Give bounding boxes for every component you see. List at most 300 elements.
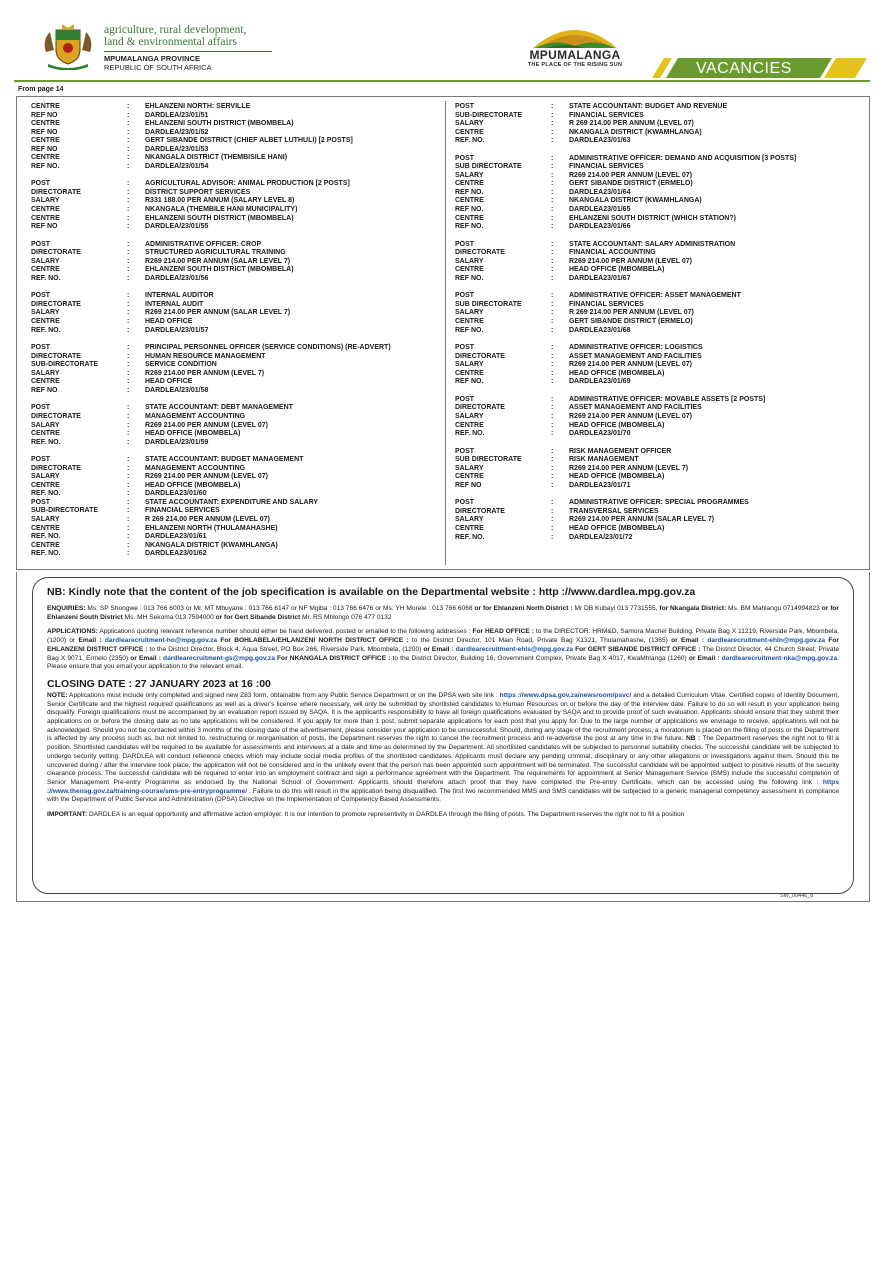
field-label: POST [455, 447, 475, 455]
vacancy-field-row [455, 258, 865, 267]
field-value: ADMINISTRATIVE OFFICER: DEMAND AND ACQUISITION [3 POSTS] [569, 154, 797, 162]
field-label: DIRECTORATE [31, 352, 81, 360]
field-value: R 269 214.00 PER ANNUM (LEVEL 07) [145, 515, 270, 523]
vacancy-field-row [31, 482, 445, 491]
vacancy-block [455, 103, 865, 146]
field-separator: : [127, 197, 130, 205]
field-value: EHLANZENI SOUTH DISTRICT (MBOMBELA) [145, 120, 294, 128]
field-label: SALARY [455, 412, 484, 420]
field-label: CENTRE [455, 266, 484, 274]
field-label: SALARY [455, 257, 484, 265]
field-label: CENTRE [455, 524, 484, 532]
field-label: CENTRE [455, 214, 484, 222]
field-label: REF. NO. [31, 326, 61, 334]
vacancy-field-row [31, 249, 445, 258]
field-label: SALARY [31, 257, 60, 265]
field-separator: : [127, 188, 130, 196]
text-segment: For EHLANZENI DISTRICT OFFICE : [47, 637, 839, 653]
field-separator: : [551, 430, 554, 438]
field-value: AGRICULTURAL ADVISOR: ANIMAL PRODUCTION [2 POSTS] [145, 180, 350, 188]
continued-from-page: From page 14 [18, 86, 64, 93]
field-separator: : [551, 214, 554, 222]
email-or-url-link[interactable]: dardlearecruitment-ho@mpg.gov.za [101, 637, 218, 645]
vacancy-field-row [455, 266, 865, 275]
field-value: DARDLEA/23/01/54 [145, 162, 209, 170]
field-separator: : [127, 490, 130, 498]
vacancy-field-row [31, 309, 445, 318]
field-value: DARDLEA23/01/69 [569, 378, 631, 386]
vacancy-field-row [455, 206, 865, 215]
field-label: DIRECTORATE [455, 404, 505, 412]
field-separator: : [551, 300, 554, 308]
field-value: FINANCIAL SERVICES [145, 507, 220, 515]
vacancy-field-row [455, 172, 865, 181]
field-separator: : [551, 128, 554, 136]
field-label: SUB-DIRECTORATE [31, 507, 99, 515]
text-segment: For BOHLABELA/EHLANZENI NORTH DISTRICT OFFICE : [217, 637, 409, 645]
field-value: STATE ACCOUNTANT: BUDGET MANAGEMENT [145, 456, 304, 464]
field-value: DARDLEA/23/01/52 [145, 128, 209, 136]
vacancy-field-row [455, 189, 865, 198]
vacancy-field-row [31, 241, 445, 250]
field-separator: : [551, 473, 554, 481]
field-label: SALARY [455, 516, 484, 524]
vacancy-field-row [31, 490, 445, 499]
vacancy-field-row [455, 155, 865, 164]
field-label: SALARY [455, 171, 484, 179]
field-label: DIRECTORATE [455, 507, 505, 515]
field-label: CENTRE [31, 318, 60, 326]
field-separator: : [127, 533, 130, 541]
enquiries-paragraph [47, 605, 839, 622]
field-value: GERT SIBANDE DISTRICT (ERMELO) [569, 318, 693, 326]
vacancy-field-row [31, 439, 445, 448]
text-segment: Applications must include only completed and signed new Z83 form, obtainable from any Public Service Department or on the DPSA web site link : [67, 691, 500, 699]
text-segment: For HEAD OFFICE : [472, 628, 534, 636]
vacancy-field-row [31, 301, 445, 310]
field-separator: : [551, 412, 554, 420]
vacancy-field-row [31, 499, 445, 508]
vacancy-field-row [455, 430, 865, 439]
field-separator: : [551, 171, 554, 179]
right-column [455, 103, 865, 551]
field-value: ADMINISTRATIVE OFFICER: ASSET MANAGEMENT [569, 292, 741, 300]
field-label: CENTRE [31, 430, 60, 438]
field-value: HEAD OFFICE (MBOMBELA) [569, 266, 665, 274]
text-segment: or Email : [130, 654, 161, 662]
field-value: ASSET MANAGEMENT AND FACILITIES [569, 404, 702, 412]
vacancy-field-row [31, 525, 445, 534]
text-segment: Mr DB Kubayi 013 7731555, [572, 605, 660, 612]
country-name: REPUBLIC OF SOUTH AFRICA [104, 63, 212, 72]
text-segment: NOTE: [47, 691, 68, 699]
field-label: POST [31, 180, 51, 188]
field-separator: : [127, 412, 130, 420]
field-separator: : [127, 369, 130, 377]
field-value: DARDLEA/23/01/58 [145, 386, 209, 394]
field-separator: : [127, 404, 130, 412]
field-separator: : [127, 292, 130, 300]
field-separator: : [551, 188, 554, 196]
vacancy-field-row [31, 378, 445, 387]
field-separator: : [127, 378, 130, 386]
field-separator: : [127, 344, 130, 352]
field-value: R 269 214.00 PER ANNUM (LEVEL 07) [569, 120, 694, 128]
field-separator: : [127, 257, 130, 265]
vacancy-block [455, 344, 865, 387]
field-value: HEAD OFFICE (MBOMBELA) [569, 524, 665, 532]
email-or-url-link[interactable]: dardlearecruitment-nka@mpg.gov.za [719, 654, 838, 662]
field-separator: : [127, 473, 130, 481]
field-value: EHLANZENI NORTH: SERVILLE [145, 103, 251, 110]
field-value: STATE ACCOUNTANT: EXPENDITURE AND SALARY [145, 498, 319, 506]
field-value: RISK MANAGEMENT [569, 456, 639, 464]
field-value: HEAD OFFICE (MBOMBELA) [145, 430, 241, 438]
field-value: DARDLEA/23/01/72 [569, 533, 633, 541]
vacancy-field-row [31, 344, 445, 353]
field-label: DIRECTORATE [31, 412, 81, 420]
text-segment: or for Ehlanzeni South District [47, 605, 840, 621]
field-value: GERT SIBANDE DISTRICT (ERMELO) [569, 180, 693, 188]
field-label: REF NO. [455, 326, 484, 334]
text-segment: Applications quoting relevant reference number should either be hand delivered, posted or emailed to the following addresses : [97, 628, 473, 636]
field-label: REF. NO. [31, 550, 61, 558]
field-separator: : [127, 464, 130, 472]
field-label: REF NO. [455, 223, 484, 231]
field-separator: : [551, 524, 554, 532]
vacancy-field-row [455, 370, 865, 379]
vacancy-field-row [455, 525, 865, 534]
field-label: POST [455, 292, 475, 300]
field-separator: : [551, 103, 554, 110]
field-label: CENTRE [31, 541, 60, 549]
field-label: REF NO [31, 223, 58, 231]
field-label: POST [31, 240, 51, 248]
vacancy-field-row [31, 146, 445, 155]
field-value: R269 214.00 PER ANNUM (SALAR LEVEL 7) [569, 516, 715, 524]
field-label: REF NO. [455, 206, 484, 214]
vacancy-field-row [455, 508, 865, 517]
field-label: DIRECTORATE [31, 300, 81, 308]
vacancy-field-row [455, 378, 865, 387]
vacancy-field-row [31, 266, 445, 275]
field-value: NKANGALA DISTRICT (THEMBISILE HANI) [145, 154, 288, 162]
field-separator: : [127, 421, 130, 429]
field-value: STATE ACCOUNTANT: BUDGET AND REVENUE [569, 103, 728, 110]
field-label: CENTRE [31, 266, 60, 274]
field-value: R 269 214.00 PER ANNUM (LEVEL 07) [569, 309, 694, 317]
vacancy-field-row [31, 103, 445, 112]
text-segment: to the District Director, 101 Main Road, Private Bag X1321, Thulamahashe, (1365) [408, 637, 672, 645]
field-value: MANAGEMENT ACCOUNTING [145, 464, 246, 472]
text-segment: to the DIRECTOR: HRM&D, Samora Machel Building, Private Bag X 11219, Riverside Park, Mbombela, (1200) or [47, 628, 839, 645]
field-label: POST [31, 404, 51, 412]
field-value: R269 214.00 PER ANNUM (LEVEL 07) [569, 171, 692, 179]
vacancy-field-row [455, 327, 865, 336]
field-value: DARDLEA23/01/60 [145, 490, 207, 498]
field-value: RISK MANAGEMENT OFFICER [569, 447, 672, 455]
field-separator: : [127, 498, 130, 506]
field-value: DARDLEA/23/01/55 [145, 223, 209, 231]
field-label: POST [455, 154, 475, 162]
text-segment: . Failure to do this will result in the application being disqualified. The first two recommended MMS and SMS candidates will be subjected to a generic managerial competency assessment in compliance with the Department of Public Service and Administration (DPSA) Directive on the Implementation of Competency Based Assessments. [47, 787, 839, 804]
vacancy-field-row [31, 507, 445, 516]
field-separator: : [127, 249, 130, 257]
field-label: SUB DIRECTORATE [455, 300, 522, 308]
field-separator: : [127, 154, 130, 162]
field-value: INTERNAL AUDIT [145, 300, 204, 308]
vacancy-block [455, 396, 865, 439]
province-name: MPUMALANGA PROVINCE [104, 54, 200, 63]
field-label: SALARY [455, 361, 484, 369]
field-label: SALARY [31, 369, 60, 377]
field-label: DIRECTORATE [31, 249, 81, 257]
vacancy-field-row [31, 430, 445, 439]
field-value: DARDLEA/23/01/53 [145, 145, 209, 153]
field-value: DARDLEA23/01/61 [145, 533, 207, 541]
department-line-1: agriculture, rural development, [104, 24, 247, 36]
text-segment: For GERT SIBANDE DISTRICT OFFICE : [573, 645, 701, 653]
field-separator: : [551, 404, 554, 412]
field-label: DIRECTORATE [455, 249, 505, 257]
email-or-url-link[interactable]: https ://www.thensg.gov.za/training-course/sms-pre-entryprogramme/ [47, 778, 839, 795]
text-segment: . Please ensure that you email your application to the relevant email. [47, 654, 839, 671]
field-value: R269 214.00 PER ANNUM (LEVEL 07) [145, 421, 268, 429]
field-label: REF NO. [455, 378, 484, 386]
field-value: DISTRICT SUPPORT SERVICES [145, 188, 251, 196]
field-separator: : [127, 137, 130, 145]
text-segment: APPLICATIONS: [47, 628, 98, 636]
vacancy-field-row [31, 473, 445, 482]
field-separator: : [127, 145, 130, 153]
column-divider [445, 101, 446, 565]
field-value: DARDLEA/23/01/57 [145, 326, 209, 334]
vacancy-field-row [31, 361, 445, 370]
email-or-url-link[interactable]: dardlearecruitment-ehls@mpg.gov.za [453, 645, 574, 653]
field-label: REF. NO. [31, 438, 61, 446]
field-separator: : [127, 120, 130, 128]
field-value: DARDLEA23/01/68 [569, 326, 631, 334]
field-label: REF. NO. [455, 137, 485, 145]
field-label: SALARY [455, 309, 484, 317]
field-value: NKANGALA DISTRICT (KWAMHLANGA) [145, 541, 278, 549]
field-value: TRANSVERSAL SERVICES [569, 507, 659, 515]
vacancy-field-row [31, 516, 445, 525]
vacancy-block [31, 103, 445, 171]
field-label: POST [455, 240, 475, 248]
vacancy-field-row [31, 327, 445, 336]
text-segment: Ms. BM Mahlangu 0714994823 [726, 605, 822, 612]
field-value: NKANGALA DISTRICT (KWAMHLANGA) [569, 128, 702, 136]
field-label: REF NO [31, 128, 58, 136]
vacancy-field-row [31, 206, 445, 215]
field-value: R269 214.00 PER ANNUM (LEVEL 07) [145, 473, 268, 481]
field-separator: : [127, 103, 130, 110]
field-separator: : [127, 352, 130, 360]
field-separator: : [127, 274, 130, 282]
text-segment: Ms. SP Shongwe : 013 766 6003 or Mr. MT Mbuyane : 013 766 6147 or NF Mgiba : 013 766 6476 or Ms. YH Morele : 013 766 6068 [85, 605, 475, 612]
field-value: INTERNAL AUDITOR [145, 292, 214, 300]
vacancy-field-row [455, 275, 865, 284]
vacancy-field-row [455, 404, 865, 413]
text-segment: For NKANGALA DISTRICT OFFICE : [274, 654, 391, 662]
field-separator: : [551, 352, 554, 360]
vacancy-field-row [455, 215, 865, 224]
field-separator: : [127, 128, 130, 136]
field-value: FINANCIAL SERVICES [569, 111, 644, 119]
vacancy-field-row [31, 292, 445, 301]
field-label: REF NO [455, 481, 482, 489]
vacancy-block [455, 292, 865, 335]
field-label: REF NO [31, 386, 58, 394]
field-label: REF. NO. [31, 274, 61, 282]
nb-website-notice: NB: Kindly note that the content of the job specification is available on the Departmental website : http ://www.dardlea.mpg.gov.za [47, 586, 696, 598]
field-value: HEAD OFFICE (MBOMBELA) [569, 421, 665, 429]
field-value: FINANCIAL SERVICES [569, 163, 644, 171]
vacancy-field-row [455, 103, 865, 112]
vacancy-field-row [31, 197, 445, 206]
field-separator: : [551, 507, 554, 515]
field-value: STATE ACCOUNTANT: DEBT MANAGEMENT [145, 404, 293, 412]
vacancy-block [455, 448, 865, 491]
field-separator: : [127, 361, 130, 369]
vacancy-field-row [31, 215, 445, 224]
field-separator: : [127, 318, 130, 326]
field-label: CENTRE [455, 128, 484, 136]
field-label: POST [31, 292, 51, 300]
field-value: ADMINISTRATIVE OFFICER: SPECIAL PROGRAMMES [569, 499, 749, 507]
vacancy-block [31, 292, 445, 335]
left-column [31, 103, 445, 568]
vacancy-field-row [31, 404, 445, 413]
applications-paragraph [47, 628, 839, 672]
vacancy-field-row [455, 499, 865, 508]
field-value: SERVICE CONDITION [145, 361, 217, 369]
field-separator: : [551, 257, 554, 265]
vacancy-field-row [455, 223, 865, 232]
field-value: HEAD OFFICE (MBOMBELA) [569, 369, 665, 377]
field-separator: : [551, 223, 554, 231]
vacancy-field-row [31, 112, 445, 121]
field-separator: : [127, 309, 130, 317]
vacancy-field-row [31, 387, 445, 396]
field-separator: : [551, 292, 554, 300]
important-paragraph [47, 811, 839, 820]
field-label: CENTRE [455, 197, 484, 205]
text-segment: or for Gert Sibande District [215, 613, 301, 621]
field-label: SALARY [455, 120, 484, 128]
vacancy-field-row [455, 534, 865, 543]
vacancy-field-row [31, 223, 445, 232]
field-value: DARDLEA/23/01/56 [145, 274, 209, 282]
field-label: SUB-DIRECTORATE [455, 111, 523, 119]
field-label: REF. NO. [31, 490, 61, 498]
section-title: VACANCIES [696, 60, 792, 77]
field-separator: : [127, 550, 130, 558]
field-value: ADMINISTRATIVE OFFICER: MOVABLE ASSETS [2 POSTS] [569, 395, 766, 403]
vacancy-field-row [455, 482, 865, 491]
field-label: POST [455, 395, 475, 403]
field-value: FINANCIAL ACCOUNTING [569, 249, 656, 257]
field-value: HUMAN RESOURCE MANAGEMENT [145, 352, 266, 360]
page-header [0, 0, 886, 84]
field-label: CENTRE [31, 481, 60, 489]
department-line-2: land & environmental affairs [104, 36, 237, 48]
field-separator: : [551, 395, 554, 403]
field-value: DARDLEA23/01/63 [569, 137, 631, 145]
vacancy-listing [16, 96, 870, 570]
vacancy-field-row [31, 550, 445, 559]
field-value: R269 214.00 PER ANNUM (LEVEL 7) [145, 369, 265, 377]
vacancy-block [31, 344, 445, 395]
field-label: POST [31, 344, 51, 352]
vacancy-field-row [31, 129, 445, 138]
application-notice [32, 577, 854, 894]
vacancy-field-row [31, 258, 445, 267]
field-separator: : [551, 318, 554, 326]
vacancy-field-row [455, 318, 865, 327]
email-or-url-link[interactable]: https ://www.dpsa.gov.za/newsroom/psvc/ [499, 691, 632, 699]
field-label: REF NO. [455, 274, 484, 282]
vacancy-field-row [455, 292, 865, 301]
field-value: R269 214.00 PER ANNUM (SALAR LEVEL 7) [145, 309, 291, 317]
vacancy-field-row [31, 465, 445, 474]
field-label: SUB-DIRECTORATE [31, 361, 99, 369]
field-value: HEAD OFFICE (MBOMBELA) [569, 473, 665, 481]
department-rule [104, 51, 272, 52]
field-value: ASSET MANAGEMENT AND FACILITIES [569, 352, 702, 360]
field-value: STRUCTURED AGRICULTURAL TRAINING [145, 249, 286, 257]
field-separator: : [127, 111, 130, 119]
field-separator: : [127, 524, 130, 532]
field-label: REF NO. [455, 188, 484, 196]
field-label: CENTRE [31, 137, 60, 145]
text-segment: Email : [78, 637, 102, 645]
vacancy-field-row [455, 197, 865, 206]
field-value: DARDLEA23/01/66 [569, 223, 631, 231]
email-or-url-link[interactable]: dardlearecruitment-ehln@mpg.gov.za [704, 637, 826, 645]
field-separator: : [551, 154, 554, 162]
text-segment: to the District Director, Block 4, Aqua Street, PO Box 266, Riverside Park, Mbombela, (1200) [147, 645, 424, 653]
field-label: REF. NO. [455, 533, 485, 541]
field-label: CENTRE [31, 524, 60, 532]
field-value: DARDLEA23/01/65 [569, 206, 631, 214]
field-value: HEAD OFFICE (MBOMBELA) [145, 481, 241, 489]
vacancy-field-row [31, 189, 445, 198]
field-separator: : [127, 481, 130, 489]
vacancy-field-row [31, 533, 445, 542]
field-label: REF. NO. [455, 430, 485, 438]
field-label: SALARY [31, 197, 60, 205]
field-separator: : [127, 240, 130, 248]
vacancy-field-row [31, 353, 445, 362]
field-separator: : [551, 499, 554, 507]
vacancy-field-row [31, 137, 445, 146]
field-label: SALARY [31, 309, 60, 317]
vacancy-field-row [455, 353, 865, 362]
field-separator: : [551, 533, 554, 541]
field-separator: : [127, 430, 130, 438]
email-or-url-link[interactable]: dardlearecruitment-gs@mpg.gov.za [160, 654, 275, 662]
text-segment: or Email : [671, 637, 705, 645]
field-value: DARDLEA/23/01/59 [145, 438, 209, 446]
provincial-coat-of-arms-icon [40, 22, 96, 70]
vacancy-field-row [455, 516, 865, 525]
header-divider [14, 80, 870, 82]
field-separator: : [127, 456, 130, 464]
field-label: SALARY [455, 464, 484, 472]
field-separator: : [551, 163, 554, 171]
